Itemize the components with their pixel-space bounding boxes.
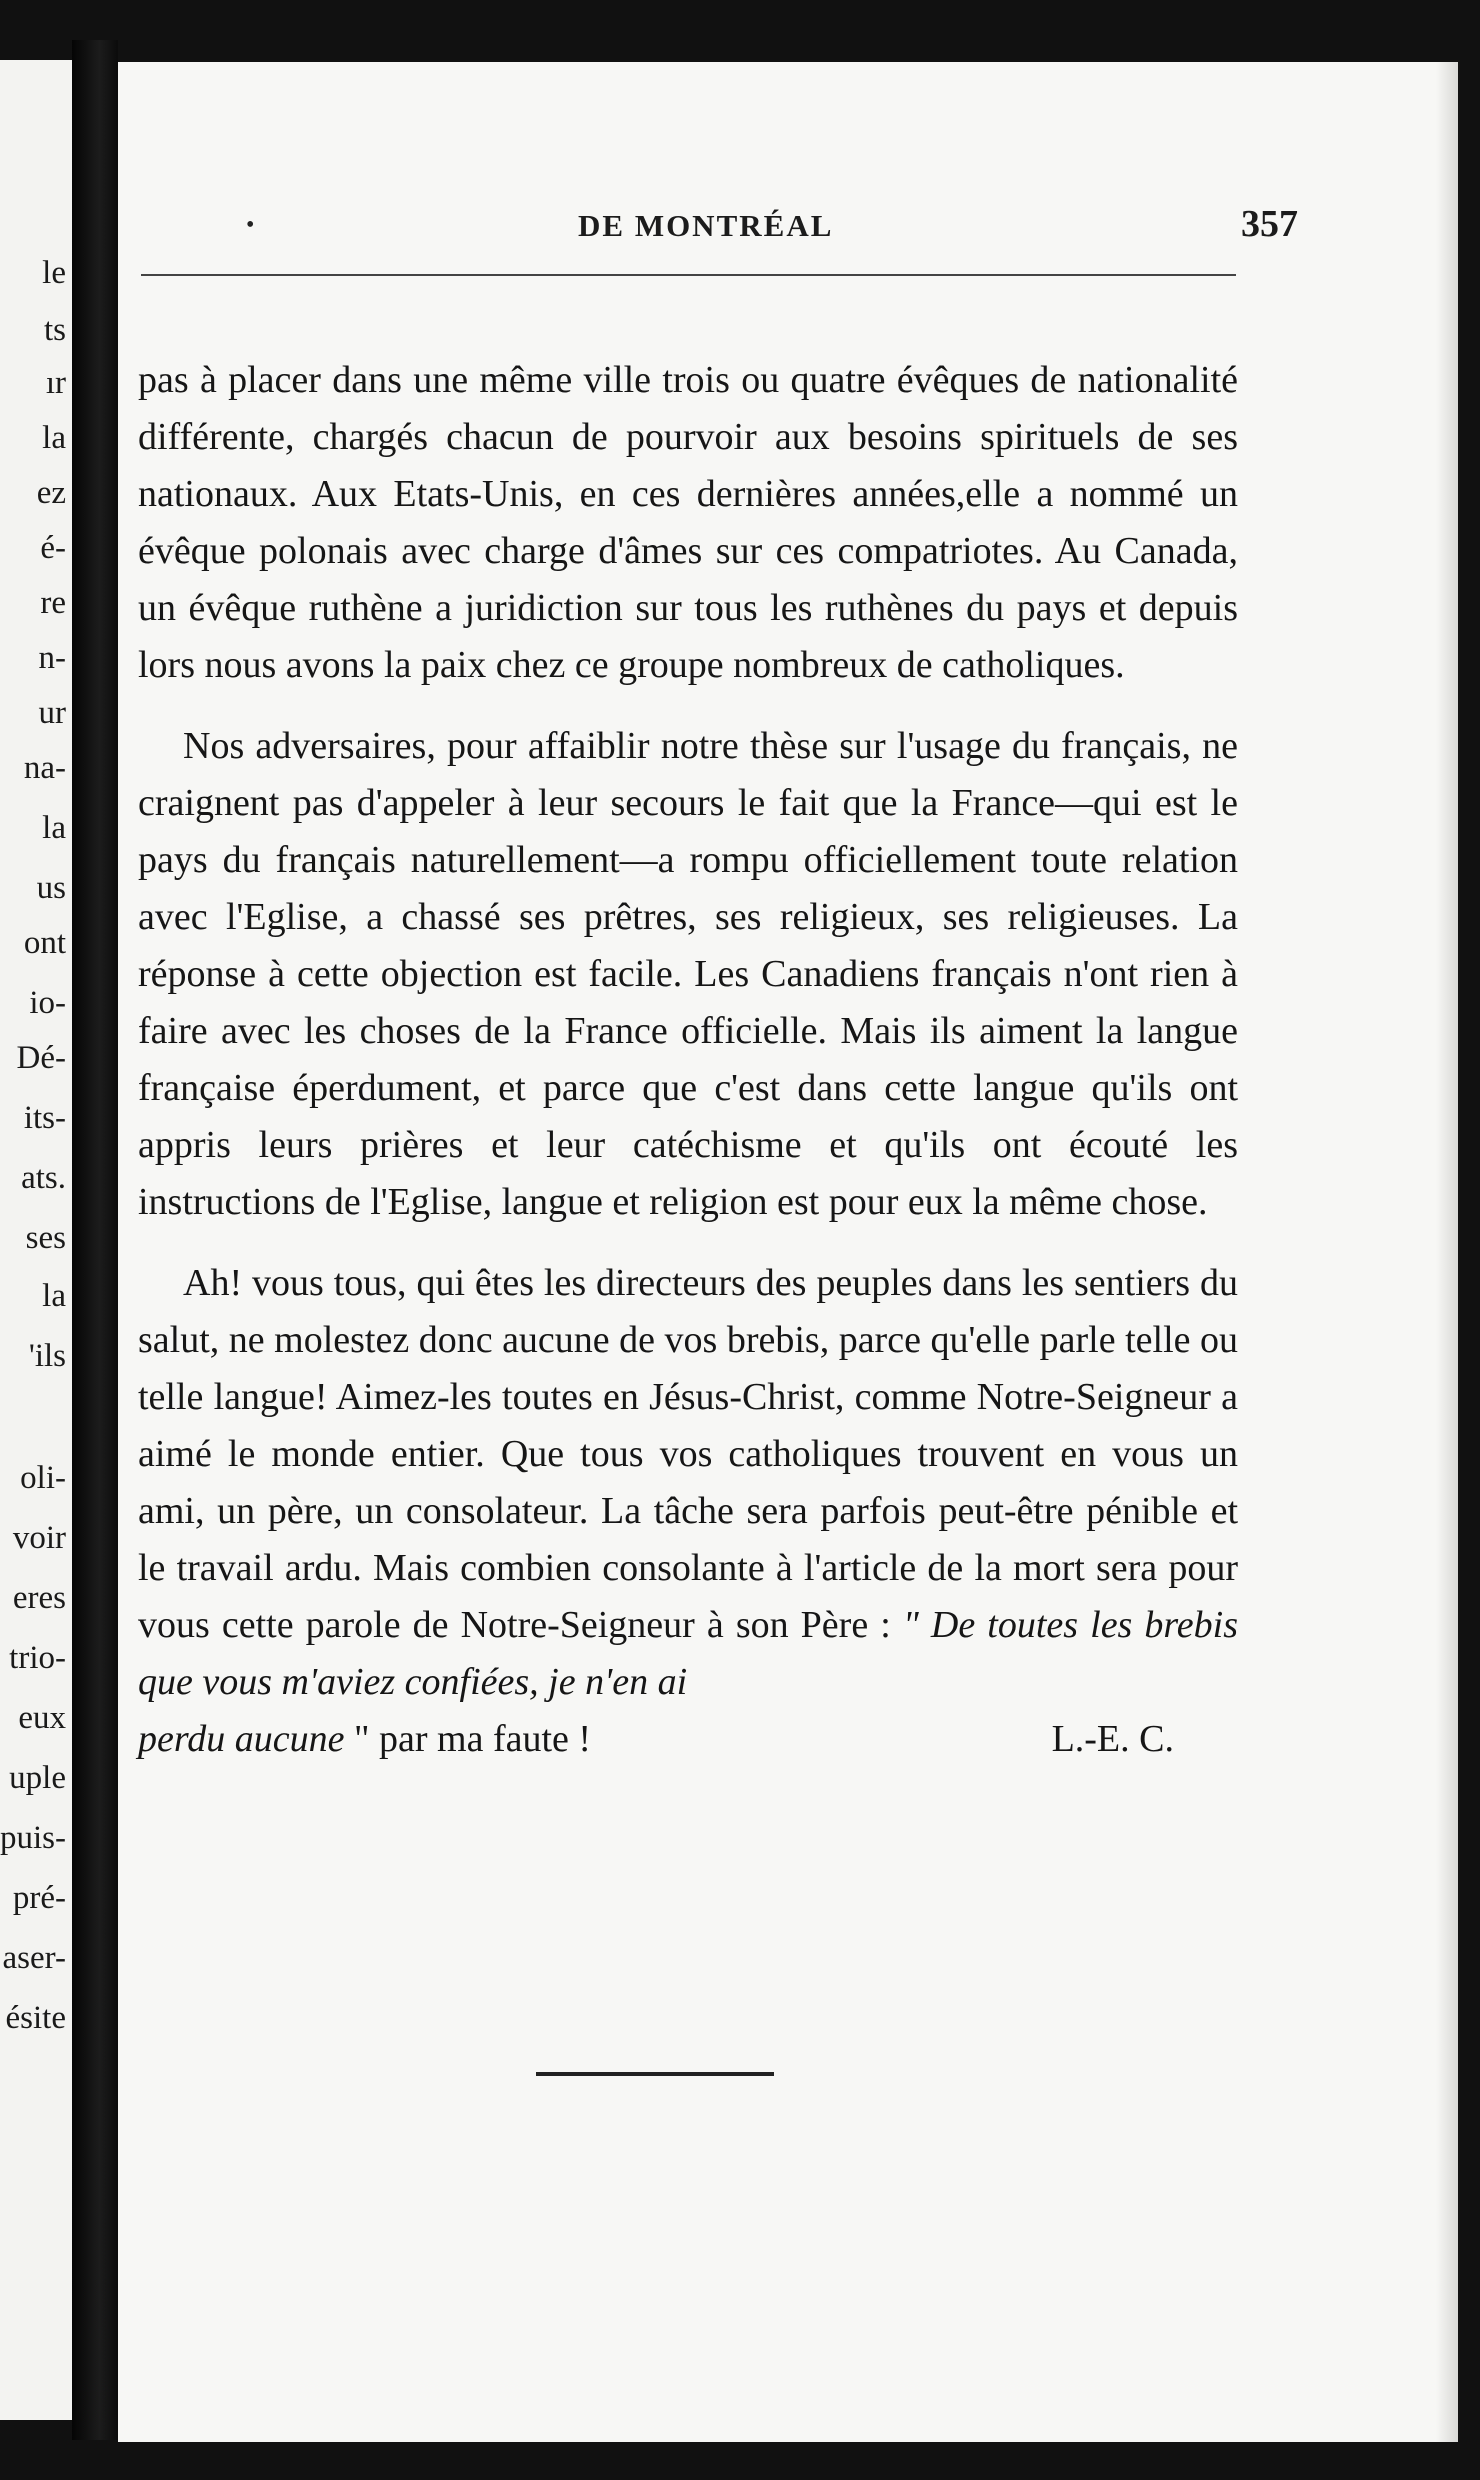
facing-page-fragment: pré- (12, 1880, 66, 1916)
facing-page-fragment: eres (12, 1580, 66, 1616)
facing-page-fragment: na- (23, 750, 66, 786)
facing-page-fragment: uple (9, 1760, 66, 1796)
page-number: 357 (1241, 203, 1298, 245)
facing-page-fragment: la (42, 420, 66, 456)
facing-page-fragment: aser- (2, 1940, 66, 1976)
paragraph-3 (138, 1255, 1238, 1711)
header-rule (141, 274, 1236, 276)
facing-page-fragment: puis- (0, 1820, 66, 1856)
facing-page-edge (0, 60, 72, 2420)
facing-page-fragment: eux (18, 1700, 66, 1736)
running-head-title: DE MONTRÉAL (578, 208, 834, 243)
facing-page-fragment: 'ils (28, 1338, 66, 1374)
facing-page-fragment: le (42, 255, 66, 291)
book-page (118, 62, 1458, 2442)
facing-page-fragment: ésite (5, 2000, 66, 2036)
facing-page-fragment: ez (36, 475, 66, 511)
quotation-after: " par ma faute ! (344, 1718, 592, 1760)
author-signature: L.-E. C. (1051, 1718, 1174, 1760)
facing-page-fragment: re (40, 585, 66, 621)
facing-page-fragment: ts (43, 312, 66, 348)
facing-page-fragment: voir (12, 1520, 66, 1556)
facing-page-fragment: io- (29, 985, 66, 1021)
paragraph-2: Nos adversaires, pour affaiblir notre thèse sur l'usage du français, ne craignent pas d'appeler à leur secours le fait que la France—qui est le pays du français naturellement—a rompu officiellement toute relation avec l'Eglise, a chassé ses prêtres, ses religieux, ses religieuses. La réponse à cette objection est facile. Les Canadiens français n'ont rien à faire avec les choses de la France officielle. Mais ils aiment la langue française éperdument, et parce que c'est dans cette langue qu'ils ont appris leurs prières et leur catéchisme et qu'ils ont écouté les instructions de l'Eglise, langue et religion est pour eux la même chose. (138, 725, 1238, 1223)
quotation-italic-end: perdu aucune (138, 1718, 345, 1760)
paragraph-1: pas à placer dans une même ville trois ou quatre évêques de nationalité différente, chargés chacun de pourvoir aux besoins spirituels de ses nationaux. Aux Etats-Unis, en ces dernières années,elle a nommé un évêque polonais avec charge d'âmes sur ces compatriotes. Au Canada, un évêque ruthène a juridiction sur tous les ruthènes du pays et depuis lors nous avons la paix chez ce groupe nombreux de catholiques. (138, 359, 1238, 686)
facing-page-fragment: us (36, 870, 66, 906)
facing-page-fragment: ur (38, 695, 66, 731)
facing-page-fragment: ats. (21, 1160, 66, 1196)
book-gutter (72, 40, 118, 2440)
end-rule (536, 2072, 774, 2076)
quotation-italic: " De toutes les brebis que vous m'aviez confiées, je n'en ai (138, 1604, 1239, 1703)
facing-page-fragment: é- (40, 530, 66, 566)
facing-page-fragment: ır (45, 365, 66, 401)
facing-page-fragment: ont (23, 925, 66, 961)
facing-page-fragment: Dé- (16, 1040, 66, 1076)
page-edge-shadow (1436, 62, 1458, 2442)
facing-page-fragment: la (42, 1278, 66, 1314)
body-text (138, 352, 1238, 1768)
paragraph-3-text: Ah! vous tous, qui êtes les directeurs des peuples dans les sentiers du salut, ne molestez donc aucune de vos brebis, parce qu'elle parle telle ou telle langue! Aimez-les toutes en Jésus-Christ, comme Notre-Seigneur a aimé le monde entier. Que tous vos catholiques trouvent en vous un ami, un père, un consolateur. La tâche sera parfois peut-être pénible et le travail ardu. Mais combien consolante à l'article de la mort sera pour vous cette parole de Notre-Seigneur à son Père : (138, 1262, 1238, 1646)
running-head (138, 202, 1298, 252)
quotation-end (138, 1711, 591, 1768)
closing-line (138, 1711, 1238, 1768)
facing-page-fragment: its- (23, 1100, 66, 1136)
running-head-bullet: • (246, 212, 255, 238)
facing-page-fragment: ses (25, 1220, 66, 1256)
facing-page-fragment: trio- (9, 1640, 66, 1676)
facing-page-fragment: n- (38, 640, 66, 676)
facing-page-fragment: la (42, 810, 66, 846)
facing-page-fragment: oli- (20, 1460, 66, 1496)
